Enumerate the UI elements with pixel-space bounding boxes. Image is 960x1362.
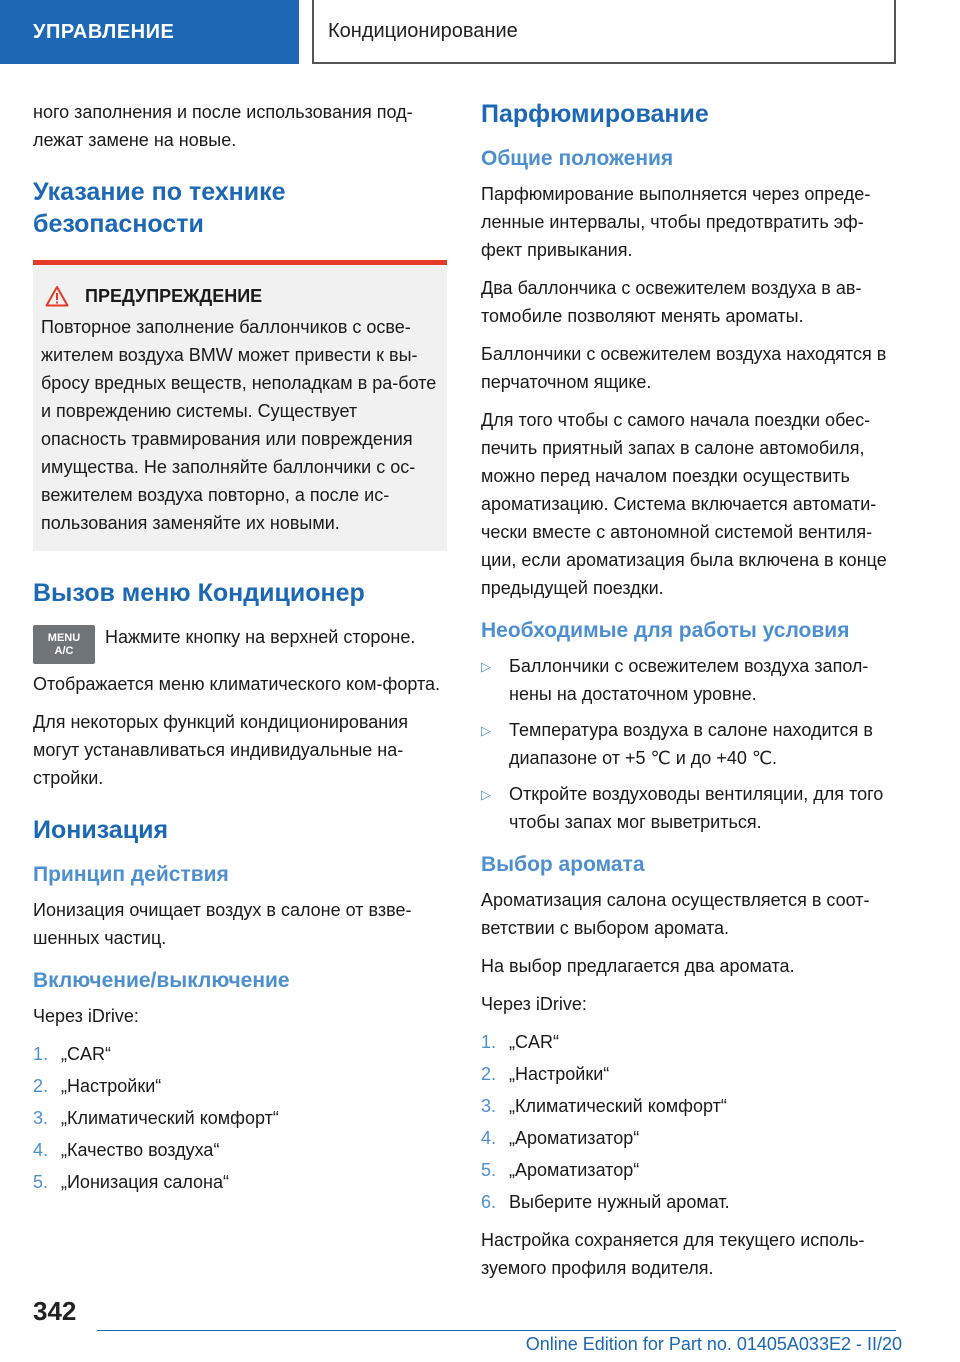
step-number: 3. [481,1096,497,1116]
step-number: 2. [33,1076,49,1096]
condition-text: Температура воздуха в салоне находится в диапазоне от +5 ℃ и до +40 ℃. [509,720,873,768]
step-text: „Настройки“ [61,1076,162,1096]
step-text: „Климатический комфорт“ [61,1108,279,1128]
step-text: „Ароматизатор“ [509,1128,640,1148]
list-item [481,1092,901,1120]
step-number: 4. [33,1140,49,1160]
section-tab: УПРАВЛЕНИЕ [0,0,299,64]
step-text: „Качество воздуха“ [61,1140,220,1160]
conditions-heading: Необходимые для работы условия [481,619,850,642]
intro-text: ного заполнения и после использования под-лежат замене на новые. [33,102,413,150]
warning-triangle-icon [45,285,69,307]
step-number: 2. [481,1064,497,1084]
list-item [481,780,901,836]
list-item [33,1040,447,1068]
perfume-text-2: Два баллончика с освежителем воздуха в ав-томобиле позволяют менять ароматы. [481,278,862,326]
list-item [481,652,901,708]
choice-heading: Выбор аромата [481,853,645,876]
bullet-triangle-icon: ▷ [481,723,491,738]
closing-text: Настройка сохраняется для текущего исполь-зуемого профиля водителя. [481,1230,865,1278]
right-column [481,98,901,1292]
left-column [33,98,447,1206]
aroma-steps [481,1028,901,1216]
menu-heading: Вызов меню Кондиционер [33,579,365,607]
menu-ac-button-icon [33,625,95,664]
step-number: 5. [33,1172,49,1192]
perfume-text-3: Баллончики с освежителем воздуха находятся в перчаточном ящике. [481,344,887,392]
warning-title: ПРЕДУПРЕЖДЕНИЕ [85,285,263,306]
principle-heading: Принцип действия [33,863,229,886]
list-item [481,1028,901,1056]
warning-text: Повторное заполнение баллончиков с осве-жителем воздуха BMW может привести к вы-бросу вредных веществ, неполадкам в ра-боте и повреждению системы. Существует опасность травмирования или повреждения имущества. Не заполняйте баллончики с ос-вежителем воздуха повторно, а после ис-пользования заменяйте их новыми. [41,317,437,533]
step-text: „CAR“ [61,1044,111,1064]
menu-press-text: Нажмите кнопку на верхней стороне. [105,627,416,647]
warning-header [41,285,439,307]
list-item [33,1168,447,1196]
list-item [33,1072,447,1100]
step-number: 4. [481,1128,497,1148]
step-number: 5. [481,1160,497,1180]
step-text: „Ароматизатор“ [509,1160,640,1180]
via-idrive-left: Через iDrive: [33,1006,139,1026]
list-item [33,1136,447,1164]
step-number: 1. [481,1032,497,1052]
warning-box [33,260,447,551]
condition-text: Баллончики с освежителем воздуха запол-нены на достаточном уровне. [509,656,869,704]
principle-text: Ионизация очищает воздух в салоне от взве-шенных частиц. [33,900,412,948]
step-number: 3. [33,1108,49,1128]
onoff-heading: Включение/выключение [33,969,290,992]
general-heading: Общие положения [481,147,674,170]
perfume-heading: Парфюмирование [481,100,709,128]
step-text: „Ионизация салона“ [61,1172,229,1192]
list-item [481,1060,901,1088]
step-text: „CAR“ [509,1032,559,1052]
via-idrive-right: Через iDrive: [481,994,587,1014]
menu-text-1: Отображается меню климатического ком-форта. [33,674,440,694]
list-item [33,1104,447,1132]
ionization-steps [33,1040,447,1196]
menu-text-2: Для некоторых функций кондиционирования могут устанавливаться индивидуальные на-стройки. [33,712,409,788]
page-number: 342 [33,1296,77,1326]
list-item [481,716,901,772]
list-item [481,1188,901,1216]
step-number: 6. [481,1192,497,1212]
list-item [481,1156,901,1184]
menu-button-line2: A/C [54,644,74,657]
safety-heading: Указание по технике безопасности [33,178,286,238]
list-item [481,1124,901,1152]
step-number: 1. [33,1044,49,1064]
step-text: „Климатический комфорт“ [509,1096,727,1116]
footer-divider [97,1330,896,1331]
menu-button-line1: MENU [47,631,81,644]
choice-text-1: Ароматизация салона осуществляется в соот-ветствии с выбором аромата. [481,890,870,938]
menu-instruction [33,623,447,664]
bullet-triangle-icon: ▷ [481,787,491,802]
edition-footer: Online Edition for Part no. 01405A033E2 - II/20 [525,1334,902,1354]
perfume-text-4: Для того чтобы с самого начала поездки обес-печить приятный запах в салоне автомобиля, можно перед началом поездки осуществить ароматизацию. Система включается автомати-чески вместе с автономной системой вентиля-ции, если ароматизация была включена в конце предыдущей поездки. [481,410,887,598]
step-text: „Настройки“ [509,1064,610,1084]
step-text: Выберите нужный аромат. [509,1192,730,1212]
condition-text: Откройте воздуховоды вентиляции, для того чтобы запах мог выветриться. [509,784,884,832]
chapter-title: Кондиционирование [312,0,896,64]
conditions-list [481,652,901,836]
choice-text-2: На выбор предлагается два аромата. [481,956,795,976]
bullet-triangle-icon: ▷ [481,659,491,674]
ionization-heading: Ионизация [33,816,169,844]
perfume-text-1: Парфюмирование выполняется через опреде-ленные интервалы, чтобы предотвратить эф-фект привыкания. [481,184,871,260]
